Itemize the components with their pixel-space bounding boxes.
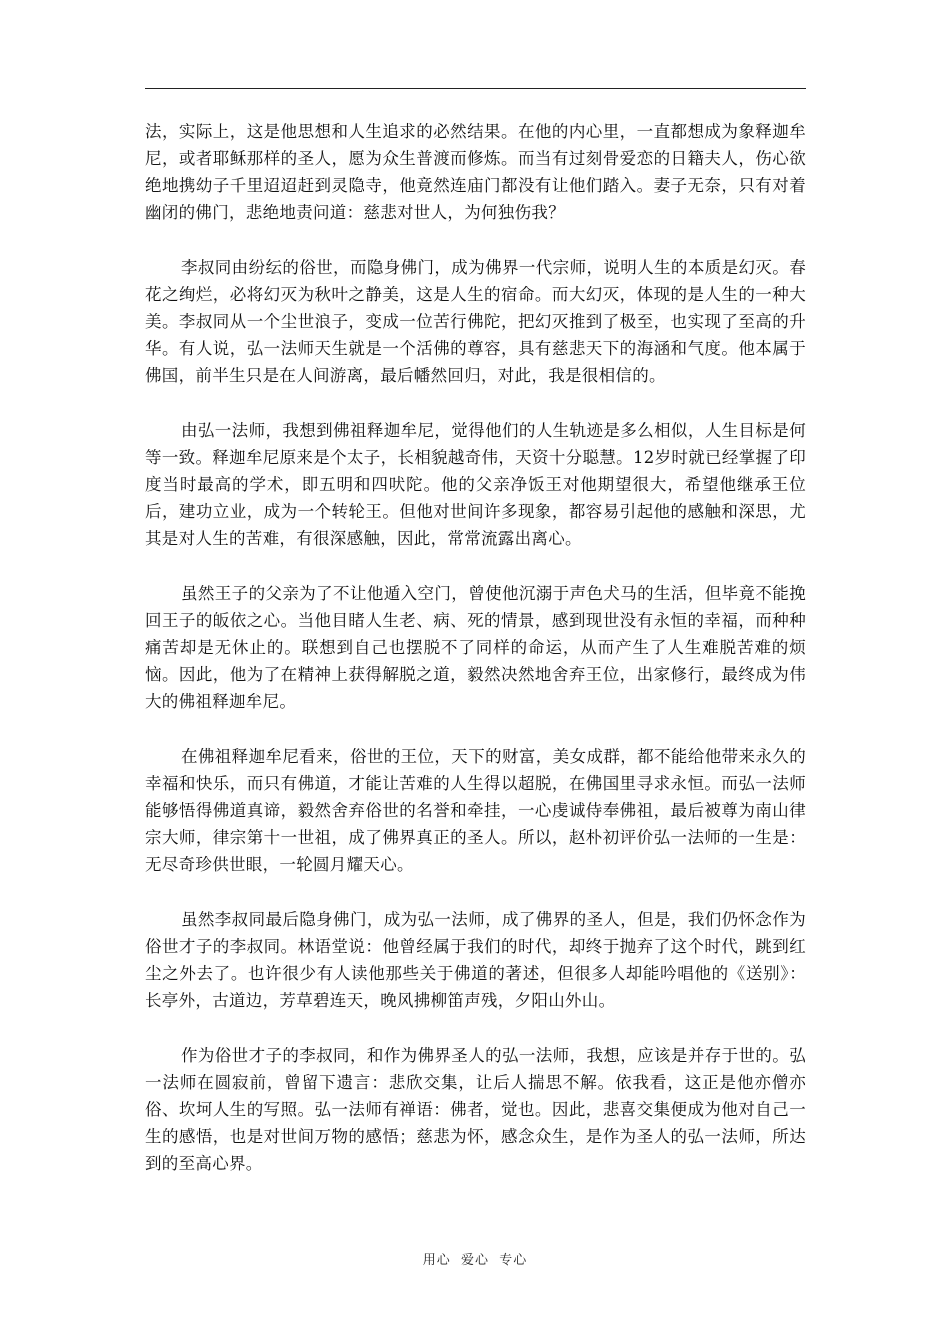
paragraph-1: 法，实际上，这是他思想和人生追求的必然结果。在他的内心里，一直都想成为象释迦牟尼，或者耶稣那样的圣人，愿为众生普渡而修炼。而当有过刻骨爱恋的日籍夫人，伤心欲绝地携幼子千里迢迢赶到灵隐寺，他竟然连庙门都没有让他们踏入。妻子无奈，只有对着幽闭的佛门，悲绝地责问道：慈悲对世人，为何独伤我？ (145, 122, 806, 222)
article-body (145, 118, 806, 1205)
paragraph-5: 在佛祖释迦牟尼看来，俗世的王位，天下的财富，美女成群，都不能给他带来永久的幸福和快乐，而只有佛道，才能让苦难的人生得以超脱，在佛国里寻求永恒。而弘一法师能够悟得佛道真谛，毅然舍弃俗世的名誉和牵挂，一心虔诚侍奉佛祖，最后被尊为南山律宗大师，律宗第十一世祖，成了佛界真正的圣人。所以，赵朴初评价弘一法师的一生是：无尽奇珍供世眼，一轮圆月耀天心。 (145, 747, 806, 874)
paragraph-7: 作为俗世才子的李叔同，和作为佛界圣人的弘一法师，我想，应该是并存于世的。弘一法师在圆寂前，曾留下遗言：悲欣交集，让后人揣思不解。依我看，这正是他亦僧亦俗、坎坷人生的写照。弘一法师有禅语：佛者，觉也。因此，悲喜交集便成为他对自己一生的感悟，也是对世间万物的感悟；慈悲为怀，感念众生，是作为圣人的弘一法师，所达到的至高心界。 (145, 1046, 806, 1173)
page-footer: 用心 爱心 专心 (422, 1253, 528, 1268)
paragraph-6: 虽然李叔同最后隐身佛门，成为弘一法师，成了佛界的圣人，但是，我们仍怀念作为俗世才子的李叔同。林语堂说：他曾经属于我们的时代，却终于抛弃了这个时代，跳到红尘之外去了。也许很少有人读他那些关于佛道的著述，但很多人却能吟唱他的《送别》：长亭外，古道边，芳草碧连天，晚风拂柳笛声残，夕阳山外山。 (145, 910, 806, 1010)
paragraph-2: 李叔同由纷纭的俗世，而隐身佛门，成为佛界一代宗师，说明人生的本质是幻灭。春花之绚烂，必将幻灭为秋叶之静美，这是人生的宿命。而大幻灭，体现的是人生的一种大美。李叔同从一个尘世浪子，变成一位苦行佛陀，把幻灭推到了极至，也实现了至高的升华。有人说，弘一法师天生就是一个活佛的尊容，具有慈悲天下的海涵和气度。他本属于佛国，前半生只是在人间游离，最后幡然回归，对此，我是很相信的。 (145, 258, 806, 385)
paragraph-4: 虽然王子的父亲为了不让他遁入空门，曾使他沉溺于声色犬马的生活，但毕竟不能挽回王子的皈依之心。当他目睹人生老、病、死的情景，感到现世没有永恒的幸福，而种种痛苦却是无休止的。联想到自己也摆脱不了同样的命运，从而产生了人生难脱苦难的烦恼。因此，他为了在精神上获得解脱之道，毅然决然地舍弃王位，出家修行，最终成为伟大的佛祖释迦牟尼。 (145, 584, 806, 711)
header-rule (145, 88, 806, 89)
paragraph-3: 由弘一法师，我想到佛祖释迦牟尼，觉得他们的人生轨迹是多么相似，人生目标是何等一致。释迦牟尼原来是个太子，长相貌越奇伟，天资十分聪慧。12岁时就已经掌握了印度当时最高的学术，即五明和四吠陀。他的父亲净饭王对他期望很大，希望他继承王位后，建功立业，成为一个转轮王。但他对世间许多现象，都容易引起他的感触和深思，尤其是对人生的苦难，有很深感触，因此，常常流露出离心。 (145, 421, 806, 548)
